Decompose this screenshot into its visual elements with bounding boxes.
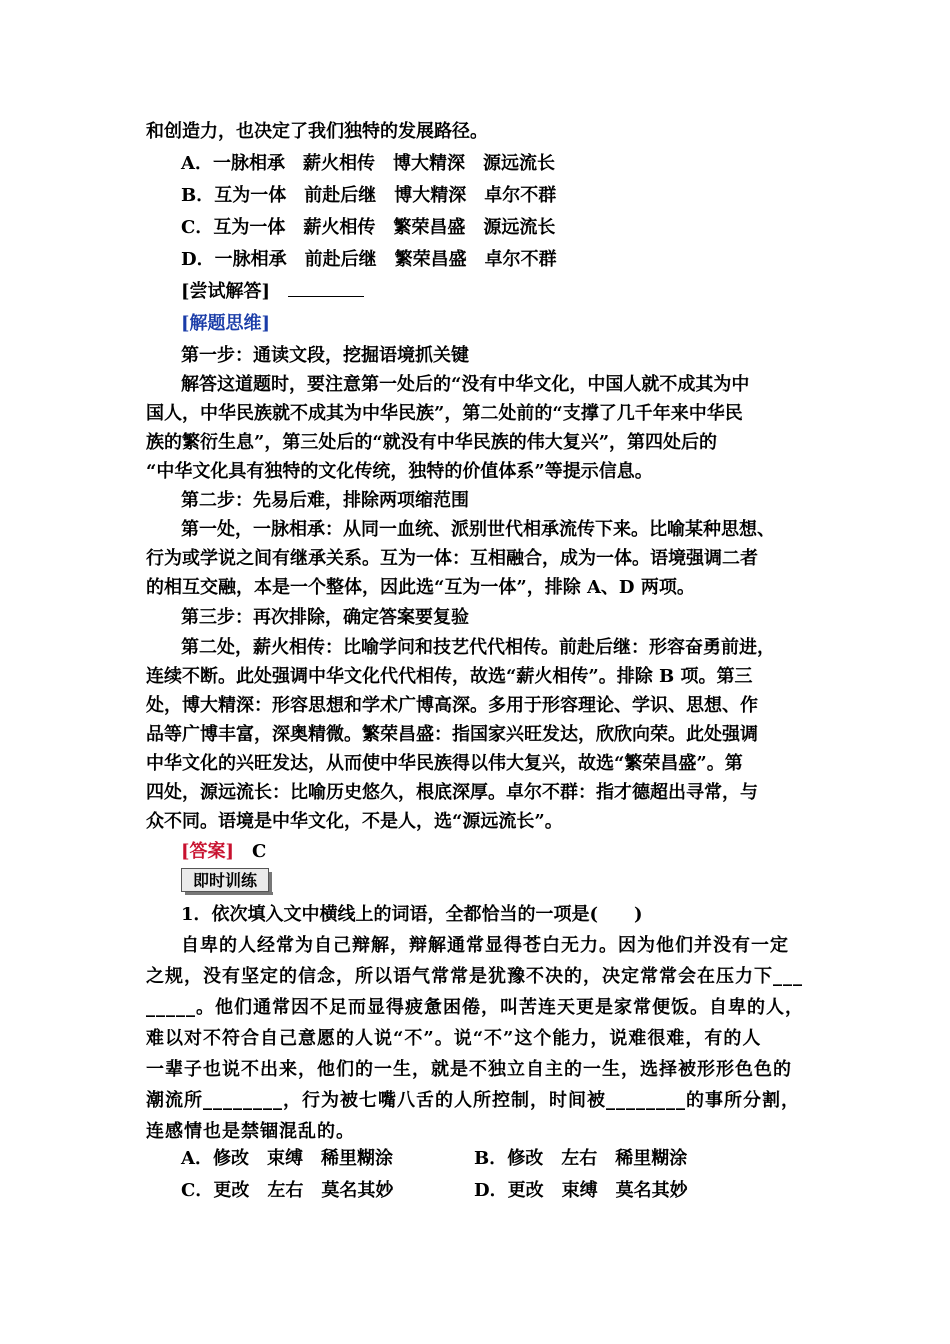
step2-title: 第二步：先易后难，排除两项缩范围 bbox=[181, 490, 469, 511]
q1-passage-line: _____。他们通常因不足而显得疲惫困倦，叫苦连天更是家常便饭。自卑的人， bbox=[146, 997, 804, 1018]
q1-passage-line: 一辈子也说不出来，他们的一生，就是不独立自主的一生，选择被形形色色的 bbox=[146, 1059, 792, 1080]
step3-line: 连续不断。此处强调中华文化代代相传，故选“薪火相传”。排除 B 项。第三 bbox=[146, 666, 753, 687]
step3-title: 第三步：再次排除，确定答案要复验 bbox=[181, 607, 469, 628]
answer-row bbox=[181, 837, 266, 866]
q1-option-c: C．更改 左右 莫名其妙 bbox=[181, 1180, 394, 1201]
passage-tail: 和创造力，也决定了我们独特的发展路径。 bbox=[146, 121, 488, 142]
step1-line: 国人，中华民族就不成其为中华民族”，第二处前的“支撑了几千年来中华民 bbox=[146, 403, 743, 424]
attempt-label: [尝试解答] bbox=[181, 281, 271, 302]
option-d: D．一脉相承 前赴后继 繁荣昌盛 卓尔不群 bbox=[181, 249, 557, 270]
q1-option-a: A．修改 束缚 稀里糊涂 bbox=[181, 1148, 393, 1169]
step2-line: 第一处，一脉相承：从同一血统、派别世代相承流传下来。比喻某种思想、 bbox=[181, 519, 775, 540]
answer-blank bbox=[288, 280, 364, 297]
training-badge: 即时训练 bbox=[181, 868, 269, 892]
q1-passage-line: 自卑的人经常为自己辩解，辩解通常显得苍白无力。因为他们并没有一定 bbox=[181, 935, 789, 956]
step2-line: 行为或学说之间有继承关系。互为一体：互相融合，成为一体。语境强调二者 bbox=[146, 548, 758, 569]
step1-title: 第一步：通读文段，挖掘语境抓关键 bbox=[181, 345, 469, 366]
step1-line: 族的繁衍生息”，第三处后的“就没有中华民族的伟大复兴”，第四处后的 bbox=[146, 432, 718, 453]
step3-line: 处，博大精深：形容思想和学术广博高深。多用于形容理论、学识、思想、作 bbox=[146, 695, 758, 716]
step3-line: 中华文化的兴旺发达，从而使中华民族得以伟大复兴，故选“繁荣昌盛”。第 bbox=[146, 753, 743, 774]
step3-line: 众不同。语境是中华文化，不是人，选“源远流长”。 bbox=[146, 811, 563, 832]
step1-line: 解答这道题时，要注意第一处后的“没有中华文化，中国人就不成其为中 bbox=[181, 374, 750, 395]
step3-line: 四处，源远流长：比喻历史悠久，根底深厚。卓尔不群：指才德超出寻常，与 bbox=[146, 782, 758, 803]
question-1-stem: 1．依次填入文中横线上的词语，全都恰当的一项是( ) bbox=[181, 904, 643, 925]
answer-value: C bbox=[252, 841, 267, 862]
q1-passage-line: 难以对不符合自己意愿的人说“不”。说“不”这个能力，说难很难，有的人 bbox=[146, 1028, 762, 1049]
q1-passage-line: 潮流所________，行为被七嘴八舌的人所控制，时间被________的事所分割， bbox=[146, 1090, 800, 1111]
thinking-label: [解题思维] bbox=[181, 313, 271, 334]
attempt-row bbox=[181, 277, 364, 306]
step3-line: 品等广博丰富，深奥精微。繁荣昌盛：指国家兴旺发达，欣欣向荣。此处强调 bbox=[146, 724, 758, 745]
step2-line: 的相互交融，本是一个整体，因此选“互为一体”，排除 A、D 两项。 bbox=[146, 577, 695, 598]
option-c: C．互为一体 薪火相传 繁荣昌盛 源远流长 bbox=[181, 217, 556, 238]
step1-line: “中华文化具有独特的文化传统，独特的价值体系”等提示信息。 bbox=[146, 461, 653, 482]
option-b: B．互为一体 前赴后继 博大精深 卓尔不群 bbox=[181, 185, 557, 206]
q1-passage-line: 之规，没有坚定的信念，所以语气常常是犹豫不决的，决定常常会在压力下___ bbox=[146, 966, 803, 987]
q1-option-b: B．修改 左右 稀里糊涂 bbox=[474, 1148, 688, 1169]
q1-passage-line: 连感情也是禁锢混乱的。 bbox=[146, 1121, 355, 1142]
step3-line: 第二处，薪火相传：比喻学问和技艺代代相传。前赴后继：形容奋勇前进， bbox=[181, 637, 775, 658]
option-a: A．一脉相承 薪火相传 博大精深 源远流长 bbox=[181, 153, 555, 174]
answer-label: [答案] bbox=[181, 841, 235, 862]
q1-option-d: D．更改 束缚 莫名其妙 bbox=[474, 1180, 688, 1201]
